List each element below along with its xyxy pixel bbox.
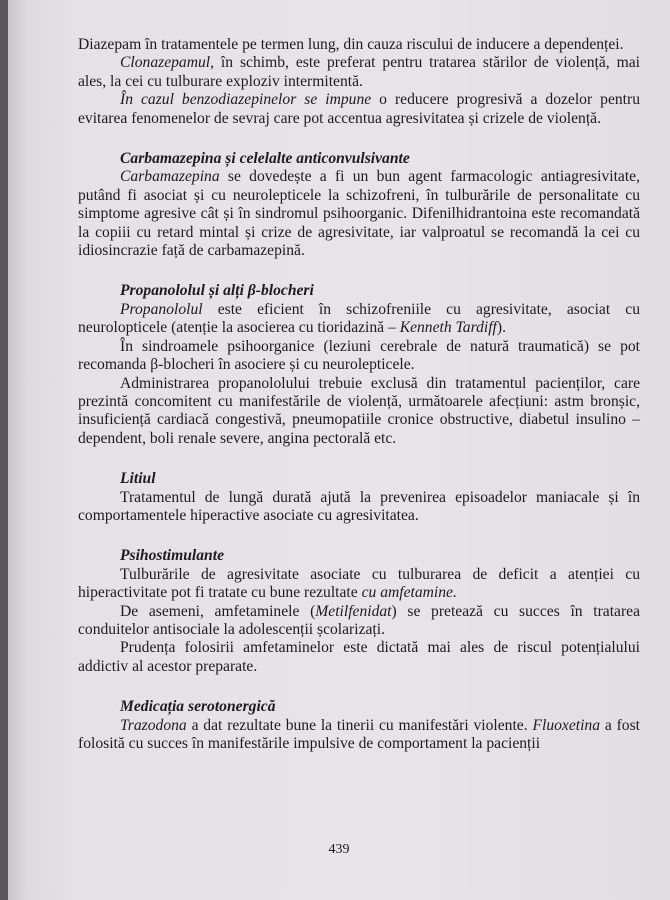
text-run: Tulburările de agresivitate asociate cu tulburarea de deficit a atenției cu hiperactivitate pot fi tratate cu bune rezultate xyxy=(78,565,640,602)
text-run: Prudența folosirii amfetaminelor este dictată mai ales de riscul potențialului addictiv al acestor preparate. xyxy=(78,639,640,675)
text-run: ) se pretează cu succes în tratarea conduitelor antisociale la adolescenții școlarizați. xyxy=(78,602,640,638)
paragraph xyxy=(78,603,640,640)
paragraph xyxy=(78,168,640,260)
paragraph xyxy=(78,489,640,526)
text-run: se dovedește a fi un bun agent farmacologic antiagresivitate, putând fi asociat și cu neurolepticele la schizofreni, în tulburările de personalitate cu simptome agresive cât și în sindromul psihoorganic. Difenilhidrantoina este recomandată la copiii cu retard mintal și crize de agresivitate, iar valproatul se recomandă la cei cu idiosincrazie față de carbamazepină. xyxy=(78,168,640,260)
section-heading: Medicația serotonergică xyxy=(120,698,276,716)
paragraph xyxy=(78,566,640,603)
text-run: o reducere progresivă a dozelor pentru evitarea fenomenelor de sevraj care pot accentua agresivitatea și crizele de violență. xyxy=(78,91,640,127)
italic-text: Metilfenidat xyxy=(315,602,392,620)
italic-text: Kenneth Tardiff xyxy=(399,319,497,337)
text-run: a fost folosită cu succes în manifestările impulsive de comportament la pacienții xyxy=(78,716,640,752)
text-run: Administrarea propanololului trebuie exclusă din tratamentul pacienților, care prezintă concomitent cu manifestările de violență, următoarele afecțiuni: astm bronșic, insuficiență cardiacă congestivă, pneumopatiile cronice obstructive, diabetul insulino – dependent, boli renale severe, angina pectorală etc. xyxy=(78,374,640,447)
text-run: Diazepam în tratamentele pe termen lung, din cauza riscului de inducere a dependenței. xyxy=(78,36,624,53)
text-run: este eficient în schizofreniile cu agresivitate, asociat cu neurolopticele (atenție la asocierea cu tioridazină – xyxy=(78,300,640,337)
text-run: În sindroamele psihoorganice (leziuni cerebrale de natură traumatică) se pot recomanda β-blocheri în asociere și cu neurolepticele. xyxy=(78,337,640,374)
text-run: De asemeni, amfetaminele ( xyxy=(120,602,316,620)
text-run: ). xyxy=(496,319,506,337)
section-heading: Propanololul și alți β-blocheri xyxy=(120,282,314,300)
italic-text: Fluoxetina xyxy=(532,716,601,734)
section-heading: Psihostimulante xyxy=(120,547,224,565)
paragraph xyxy=(78,36,640,54)
italic-text: Carbamazepina xyxy=(120,168,220,186)
paragraph xyxy=(78,639,640,676)
text-run: a dat rezultate bune la tinerii cu manifestări violente. xyxy=(186,716,533,734)
italic-text: Trazodona xyxy=(120,716,187,734)
paragraph xyxy=(78,717,640,754)
paragraph xyxy=(78,375,640,449)
paragraph xyxy=(78,54,640,91)
text-run: Tratamentul de lungă durată ajută la prevenirea episoadelor maniacale și în comportamentele hiperactive asociate cu agresivitatea. xyxy=(78,488,640,524)
italic-text: cu amfetamine. xyxy=(361,584,457,602)
italic-text: Clonazepamul, xyxy=(120,54,214,72)
section-heading: Litiul xyxy=(120,470,156,488)
italic-text: În cazul benzodiazepinelor se impune xyxy=(120,91,372,109)
text-run: în schimb, este preferat pentru tratarea stărilor de violență, mai ales, la cei cu tulburare exploziv intermitentă. xyxy=(78,54,640,90)
paragraph xyxy=(78,91,640,128)
paragraph xyxy=(78,301,640,338)
page-number: 439 xyxy=(328,842,350,857)
section-heading: Carbamazepina și celelalte anticonvulsivante xyxy=(120,150,410,168)
italic-text: Propanololul xyxy=(120,300,203,318)
page-body xyxy=(78,36,640,753)
document-page xyxy=(8,0,670,900)
paragraph xyxy=(78,338,640,375)
